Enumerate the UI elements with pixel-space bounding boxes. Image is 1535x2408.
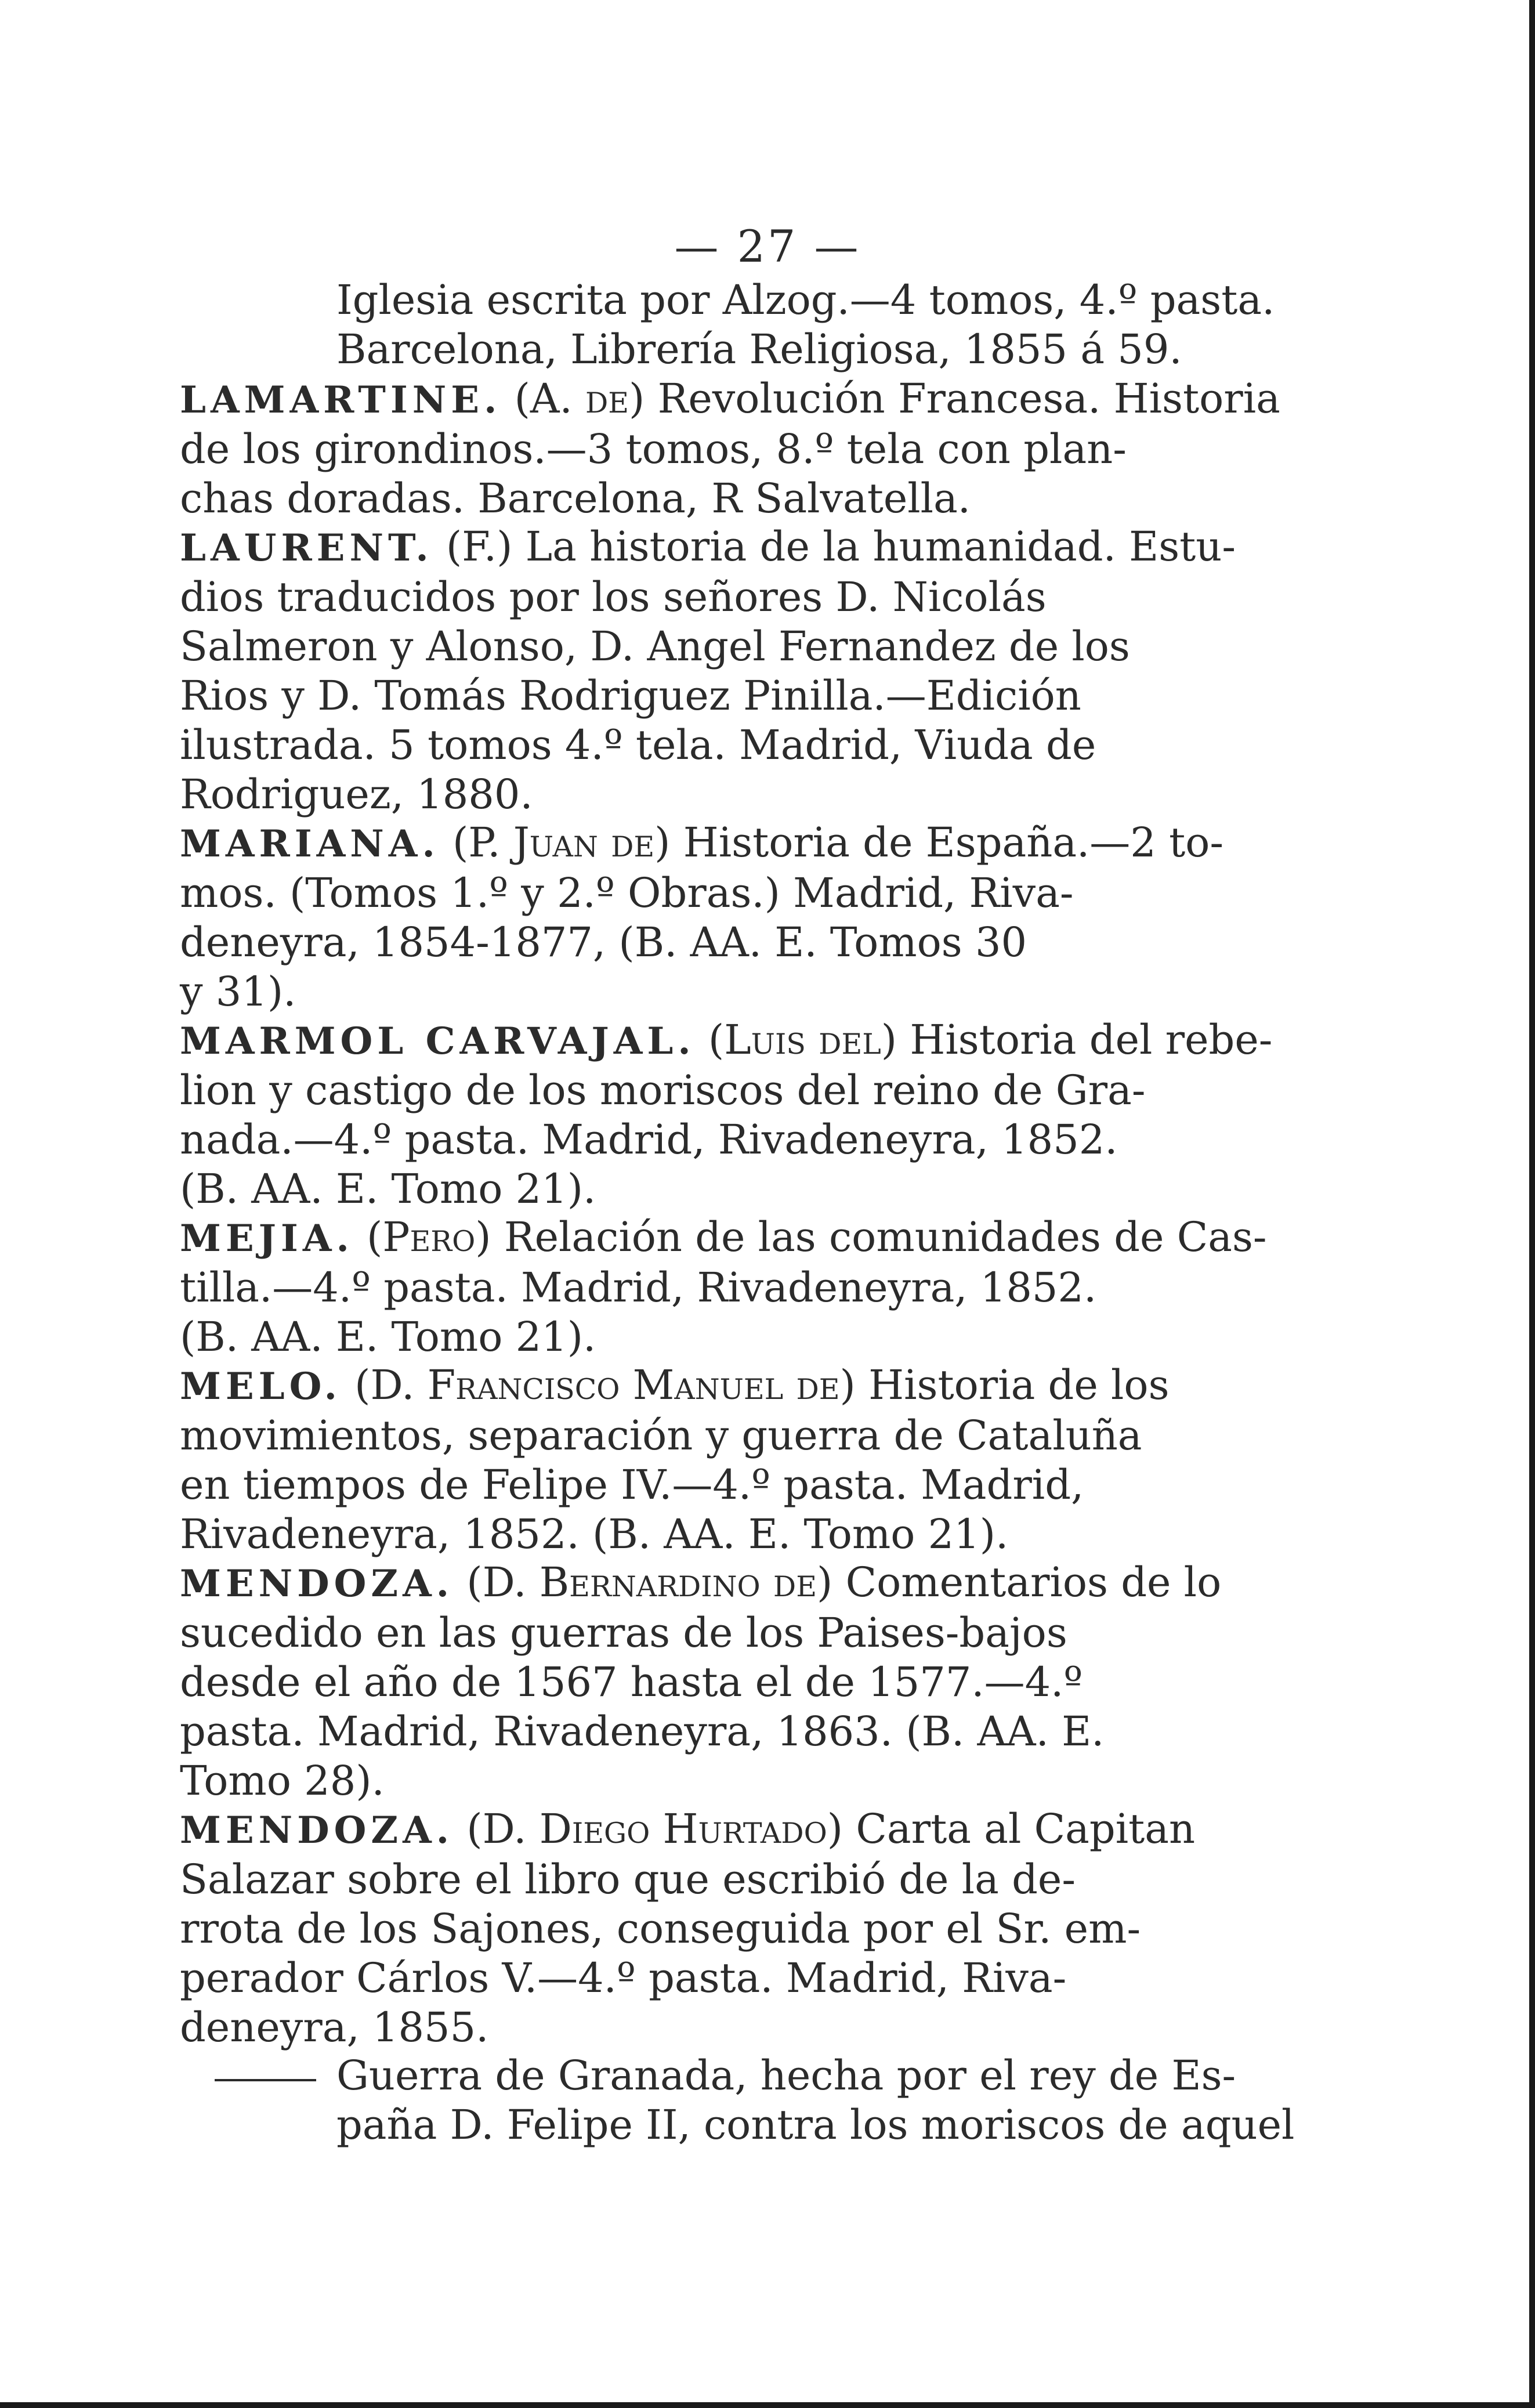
text-line: Salmeron y Alonso, D. Angel Fernandez de los <box>180 623 1130 670</box>
entry-laurent <box>180 522 1520 819</box>
text-line: chas doradas. Barcelona, R Salvatella. <box>180 475 971 522</box>
author-given-name: (D. Francisco Manuel de) <box>354 1361 856 1409</box>
text-line: nada.—4.º pasta. Madrid, Rivadeneyra, 1852. <box>180 1116 1118 1163</box>
text-line: dios traducidos por los señores D. Nicolás <box>180 573 1047 621</box>
author-surname: MARMOL CARVAJAL. <box>180 1019 696 1063</box>
text-line: Rivadeneyra, 1852. (B. AA. E. Tomo 21). <box>180 1510 1009 1558</box>
author-surname: MEJIA. <box>180 1217 354 1260</box>
text-line: en tiempos de Felipe IV.—4.º pasta. Madrid, <box>180 1461 1084 1509</box>
page-number: — 27 — <box>674 220 861 272</box>
text-line: mos. (Tomos 1.º y 2.º Obras.) Madrid, Riva- <box>180 869 1074 917</box>
text-line: Historia de los <box>868 1361 1170 1409</box>
text-line: rrota de los Sajones, conseguida por el Sr. em- <box>180 1905 1141 1953</box>
text-line: perador Cárlos V.—4.º pasta. Madrid, Riva- <box>180 1954 1067 2002</box>
author-given-name: (P. Juan de) <box>452 819 671 866</box>
text-line: y 31). <box>180 968 296 1015</box>
author-surname: MENDOZA. <box>180 1809 454 1852</box>
text-line: Rios y D. Tomás Rodriguez Pinilla.—Edición <box>180 672 1081 719</box>
author-surname: MELO. <box>180 1365 342 1408</box>
text-line: La historia de la humanidad. Estu- <box>525 523 1236 570</box>
entry-marmol-carvajal <box>180 1015 1520 1214</box>
author-surname: MARIANA. <box>180 822 440 866</box>
text-line: ilustrada. 5 tomos 4.º tela. Madrid, Viuda de <box>180 721 1096 769</box>
text-line: desde el año de 1567 hasta el de 1577.—4.º <box>180 1658 1083 1706</box>
text-line: Historia del rebe- <box>910 1016 1273 1064</box>
text-line: paña D. Felipe II, contra los moriscos de aquel <box>336 2101 1295 2149</box>
author-given-name: (D. Bernardino de) <box>466 1559 833 1606</box>
author-given-name: (A. de) <box>514 375 645 422</box>
author-surname: MENDOZA. <box>180 1562 454 1606</box>
text-line: Rodriguez, 1880. <box>180 771 533 818</box>
text-line: Revolución Francesa. Historia <box>657 375 1280 422</box>
author-given-name: (F.) <box>446 523 513 570</box>
text-line: (B. AA. E. Tomo 21). <box>180 1313 596 1361</box>
text-line: Historia de España.—2 to- <box>683 819 1224 866</box>
text-line: tilla.—4.º pasta. Madrid, Rivadeneyra, 1852. <box>180 1264 1097 1311</box>
entry-mendoza-diego-hurtado <box>180 1805 1520 2052</box>
entry-continuation-alzog <box>180 276 1520 374</box>
author-surname: LAURENT. <box>180 526 433 570</box>
text-line: movimientos, separación y guerra de Cataluña <box>180 1412 1142 1459</box>
author-given-name: (Pero) <box>367 1213 491 1261</box>
text-line: Guerra de Granada, hecha por el rey de Es- <box>336 2052 1236 2099</box>
text-line: sucedido en las guerras de los Paises-bajos <box>180 1609 1067 1657</box>
text-line: lion y castigo de los moriscos del reino de Gra- <box>180 1066 1146 1114</box>
author-given-name: (Luis del) <box>708 1016 897 1064</box>
entry-mariana <box>180 818 1520 1017</box>
text-line: Carta al Capitan <box>856 1805 1196 1853</box>
text-line: deneyra, 1854-1877, (B. AA. E. Tomos 30 <box>180 919 1027 966</box>
text-line: pasta. Madrid, Rivadeneyra, 1863. (B. AA. E. <box>180 1708 1105 1755</box>
text-line: Comentarios de lo <box>845 1559 1222 1606</box>
entry-melo <box>180 1361 1520 1559</box>
entry-lamartine <box>180 374 1520 523</box>
entry-same-author-guerra-de-granada <box>180 2051 1520 2150</box>
author-given-name: (D. Diego Hurtado) <box>466 1805 843 1853</box>
text-line: deneyra, 1855. <box>180 2004 489 2051</box>
entry-mendoza-bernardino <box>180 1558 1520 1806</box>
author-surname: LAMARTINE. <box>180 378 502 422</box>
text-line: Iglesia escrita por Alzog.—4 tomos, 4.º pasta. <box>336 276 1275 324</box>
entry-mejia <box>180 1213 1520 1362</box>
text-line: (B. AA. E. Tomo 21). <box>180 1165 596 1213</box>
same-author-dash <box>215 2079 316 2081</box>
text-line: Barcelona, Librería Religiosa, 1855 á 59. <box>336 326 1182 373</box>
text-line: Salazar sobre el libro que escribió de la de- <box>180 1856 1076 1903</box>
text-line: de los girondinos.—3 tomos, 8.º tela con plan- <box>180 425 1127 473</box>
text-line: Relación de las comunidades de Cas- <box>504 1213 1267 1261</box>
text-line: Tomo 28). <box>180 1757 385 1805</box>
